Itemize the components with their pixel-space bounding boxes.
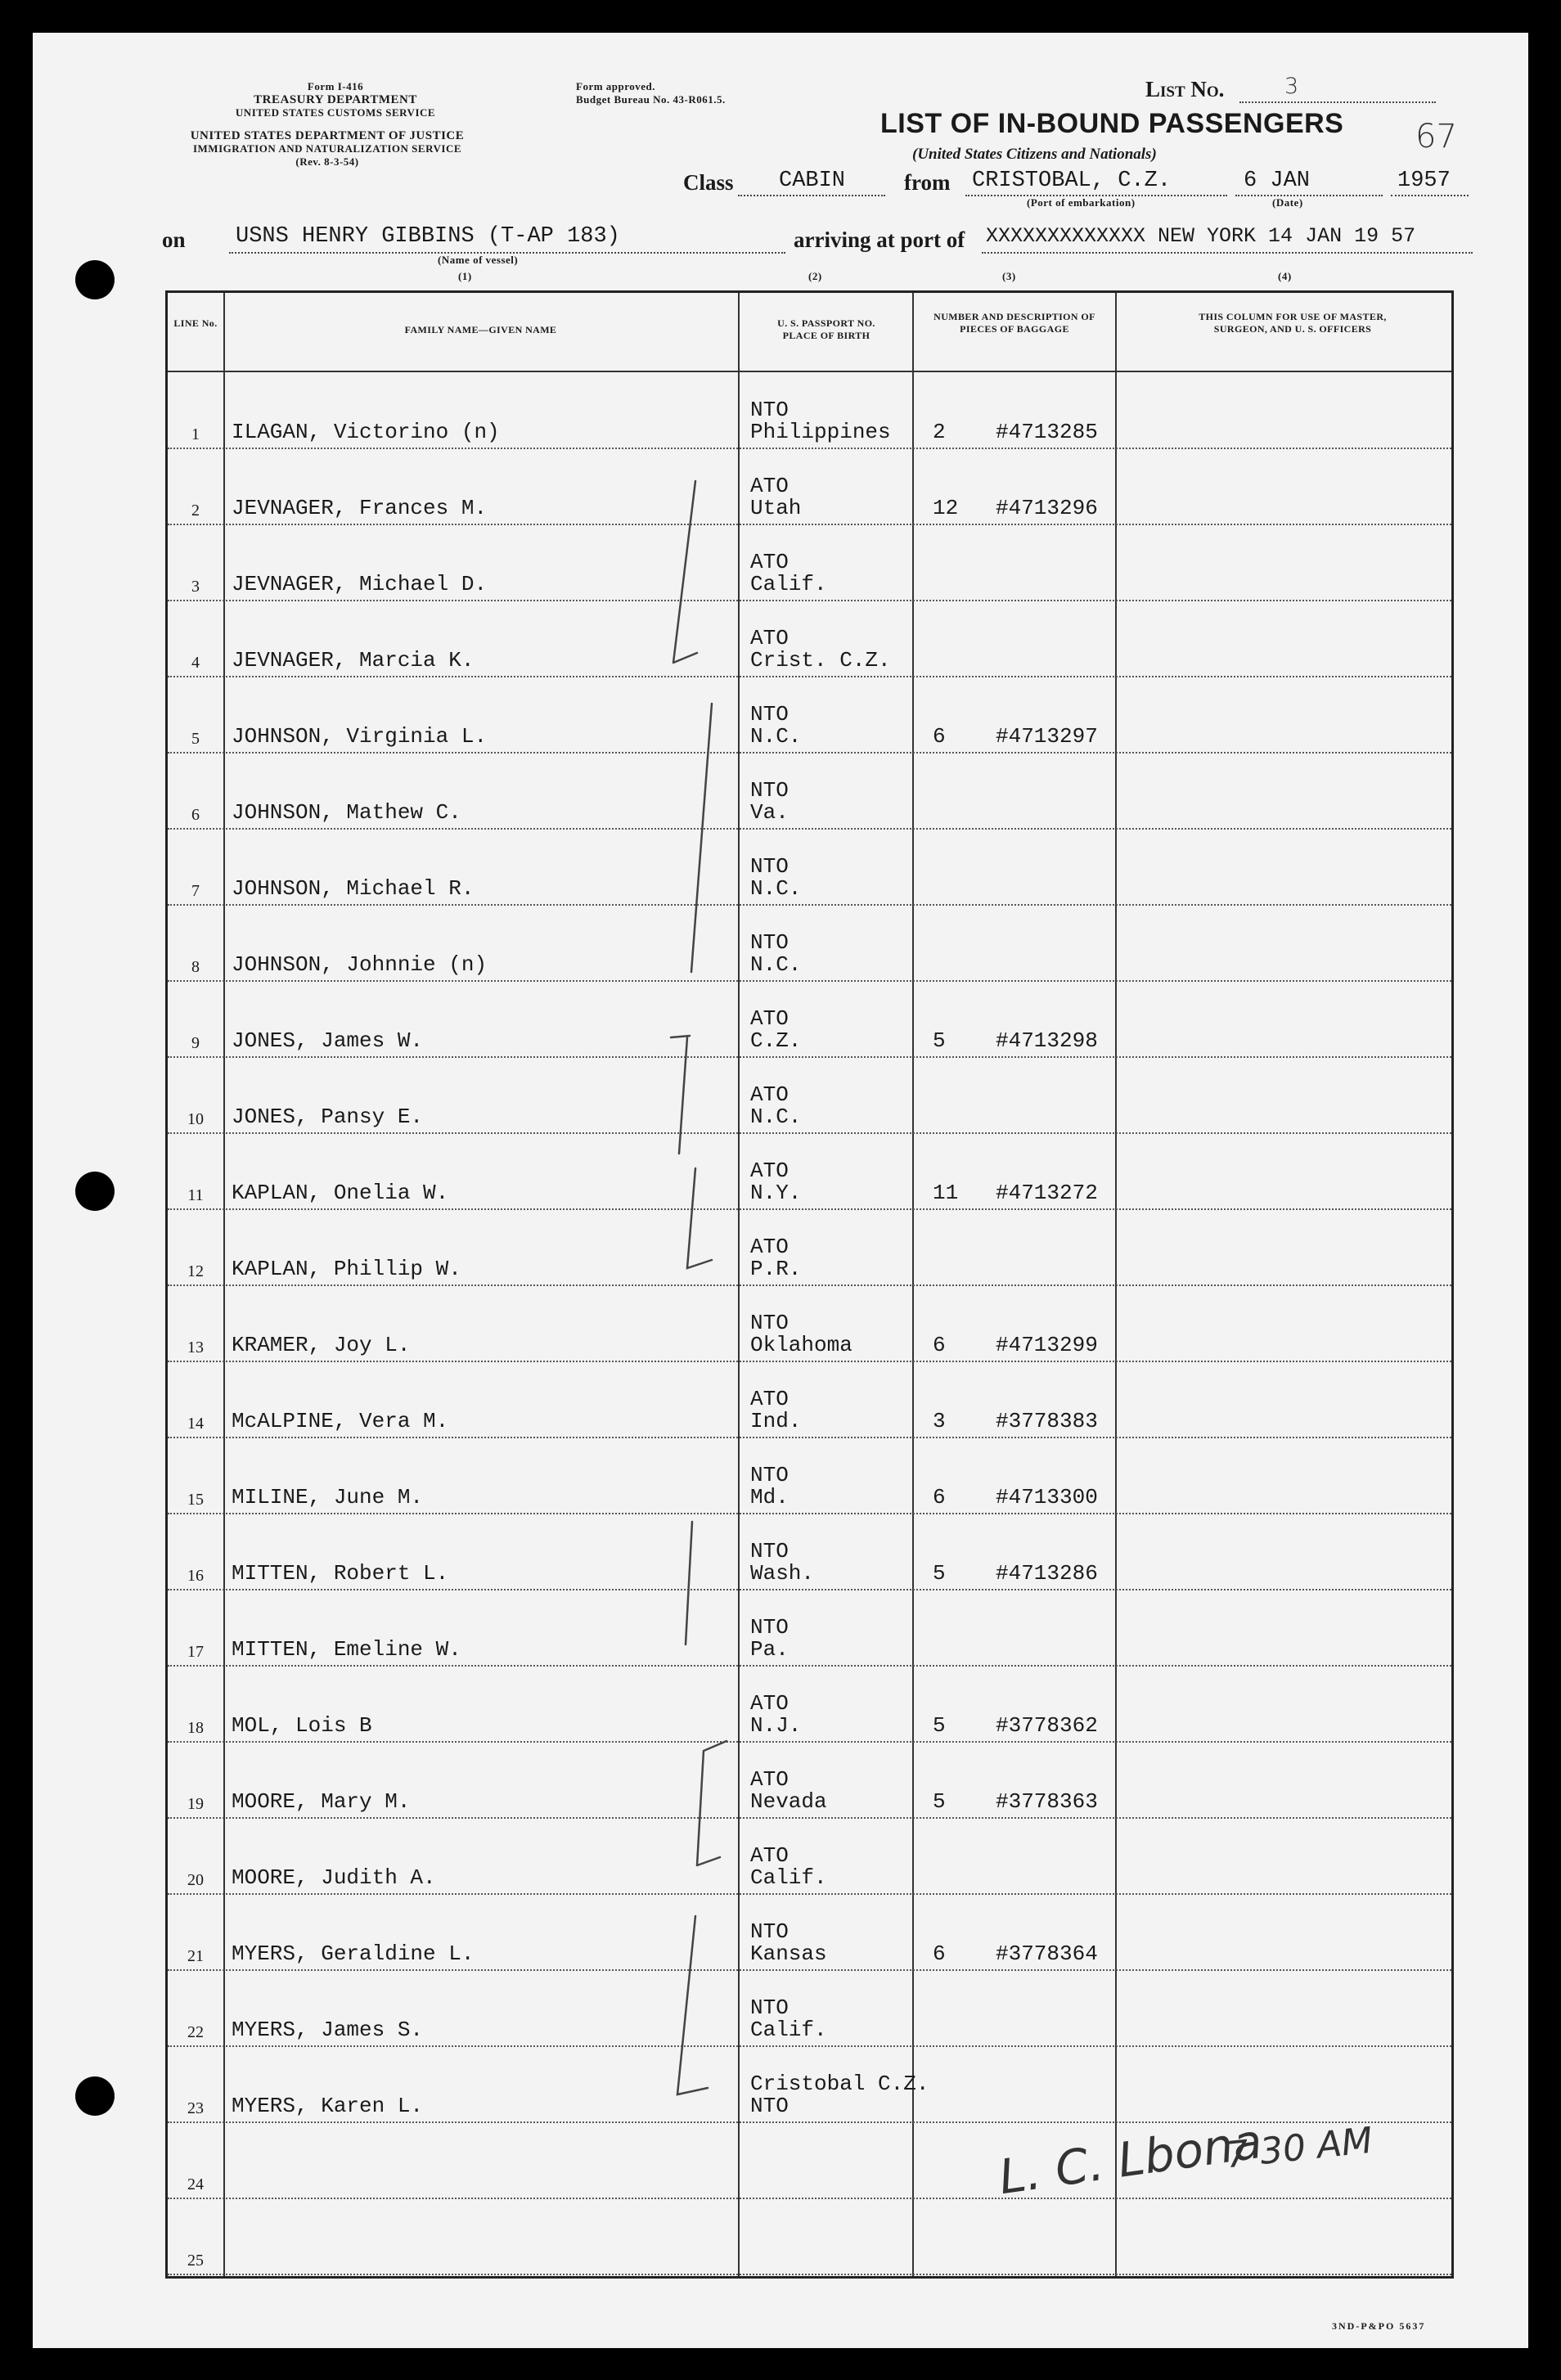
baggage-count: 5 — [933, 1789, 946, 1814]
page-number: 67 — [1415, 118, 1457, 155]
passenger-name: JONES, Pansy E. — [232, 1105, 424, 1129]
passenger-name: JEVNAGER, Frances M. — [232, 496, 488, 520]
passenger-name: MILINE, June M. — [232, 1485, 424, 1509]
line-number: 25 — [187, 2252, 204, 2270]
passport-no: ATO — [750, 1767, 789, 1792]
line-number: 2 — [191, 502, 200, 520]
line-number: 3 — [191, 578, 200, 596]
place-of-birth: N.J. — [750, 1713, 802, 1738]
place-of-birth: Calif. — [750, 1865, 827, 1890]
place-of-birth: Pa. — [750, 1637, 789, 1662]
passport-no: NTO — [750, 398, 789, 422]
passport-no: NTO — [750, 1919, 789, 1944]
baggage-count: 5 — [933, 1561, 946, 1586]
line-number: 6 — [191, 806, 200, 824]
passport-no: ATO — [750, 1082, 789, 1107]
passenger-name: JOHNSON, Mathew C. — [232, 800, 461, 825]
page-title: LIST OF IN-BOUND PASSENGERS — [880, 108, 1344, 139]
list-no-value: 3 — [1284, 74, 1299, 99]
baggage-count: 12 — [933, 496, 959, 520]
table-row — [168, 2047, 1451, 2123]
from-value: CRISTOBAL, C.Z. — [972, 169, 1172, 193]
line-number: 13 — [187, 1338, 204, 1356]
line-number: 23 — [187, 2099, 204, 2117]
passport-no: NTO — [750, 1463, 789, 1487]
vessel-value: USNS HENRY GIBBINS (T-AP 183) — [236, 224, 620, 249]
passport-no: ATO — [750, 474, 789, 498]
page-subtitle: (United States Citizens and Nationals) — [912, 146, 1157, 163]
line-number: 24 — [187, 2175, 204, 2193]
table-row — [168, 1134, 1451, 1210]
table-row — [168, 830, 1451, 906]
punch-hole-bottom — [75, 2076, 115, 2116]
class-label: Class — [683, 170, 734, 195]
baggage-number: #4713296 — [996, 496, 1098, 520]
signature: L. C. Lbona — [995, 2112, 1266, 2206]
line-number: 5 — [191, 730, 200, 748]
line-number: 9 — [191, 1034, 200, 1052]
passenger-name: McALPINE, Vera M. — [232, 1409, 449, 1433]
passport-no: Cristobal C.Z. — [750, 2072, 929, 2096]
passport-no: NTO — [750, 1311, 789, 1335]
table-row — [168, 754, 1451, 830]
line-number: 10 — [187, 1110, 204, 1128]
on-label: on — [162, 227, 186, 252]
port-caption: (Port of embarkation) — [1027, 196, 1136, 209]
arrival-value: XXXXXXXXXXXXX NEW YORK 14 JAN 19 57 — [986, 224, 1416, 248]
header-baggage: NUMBER AND DESCRIPTION OF PIECES OF BAGGAGE — [933, 311, 1095, 335]
passport-no: ATO — [750, 1843, 789, 1868]
place-of-birth: Nevada — [750, 1789, 827, 1814]
passenger-name: MITTEN, Robert L. — [232, 1561, 449, 1586]
passenger-name: MOORE, Judith A. — [232, 1865, 436, 1890]
baggage-number: #4713286 — [996, 1561, 1098, 1586]
line-number: 19 — [187, 1795, 204, 1813]
table-row — [168, 1438, 1451, 1514]
place-of-birth: Md. — [750, 1485, 789, 1509]
passenger-name: JEVNAGER, Marcia K. — [232, 648, 475, 673]
table-row — [168, 1895, 1451, 1971]
col-num-4: (4) — [1278, 270, 1292, 282]
passport-no: ATO — [750, 626, 789, 650]
time-note: 7 30 AM — [1223, 2119, 1375, 2177]
passport-no: ATO — [750, 1691, 789, 1716]
baggage-count: 6 — [933, 1941, 946, 1966]
passport-no: ATO — [750, 1159, 789, 1183]
place-of-birth: P.R. — [750, 1257, 802, 1281]
place-of-birth: C.Z. — [750, 1028, 802, 1053]
place-of-birth: Wash. — [750, 1561, 815, 1586]
passenger-name: MYERS, Geraldine L. — [232, 1941, 475, 1966]
header-name: FAMILY NAME—GIVEN NAME — [404, 324, 557, 335]
place-of-birth: Ind. — [750, 1409, 802, 1433]
col-num-3: (3) — [1002, 270, 1016, 282]
baggage-number: #3778364 — [996, 1941, 1098, 1966]
line-number: 1 — [191, 425, 200, 443]
passenger-name: KAPLAN, Onelia W. — [232, 1181, 449, 1205]
place-of-birth: Calif. — [750, 572, 827, 596]
passenger-name: MITTEN, Emeline W. — [232, 1637, 461, 1662]
line-number: 16 — [187, 1567, 204, 1585]
place-of-birth: Kansas — [750, 1941, 827, 1966]
baggage-count: 5 — [933, 1713, 946, 1738]
passenger-name: MOL, Lois B — [232, 1713, 372, 1738]
place-of-birth: N.C. — [750, 724, 802, 749]
passenger-name: JOHNSON, Virginia L. — [232, 724, 488, 749]
table-row — [168, 1210, 1451, 1286]
baggage-number: #3778363 — [996, 1789, 1098, 1814]
line-number: 21 — [187, 1947, 204, 1965]
line-number: 12 — [187, 1262, 204, 1280]
class-value: CABIN — [779, 169, 846, 193]
baggage-number: #4713297 — [996, 724, 1098, 749]
passport-no: ATO — [750, 550, 789, 574]
passport-no: NTO — [750, 1995, 789, 2020]
line-number: 11 — [187, 1186, 204, 1204]
passenger-name: ILAGAN, Victorino (n) — [232, 420, 500, 444]
table-row — [168, 677, 1451, 754]
table-row — [168, 1667, 1451, 1743]
place-of-birth: N.Y. — [750, 1181, 802, 1205]
place-of-birth: N.C. — [750, 952, 802, 977]
line-number: 14 — [187, 1415, 204, 1433]
passport-no: NTO — [750, 930, 789, 955]
header-officers: THIS COLUMN FOR USE OF MASTER, SURGEON, AND U. S. OFFICERS — [1199, 311, 1387, 335]
passenger-name: JONES, James W. — [232, 1028, 424, 1053]
table-row — [168, 1743, 1451, 1819]
place-of-birth: Philippines — [750, 420, 891, 444]
place-of-birth: Calif. — [750, 2018, 827, 2042]
passport-no: ATO — [750, 1006, 789, 1031]
list-no-label: List No. — [1145, 77, 1225, 101]
baggage-count: 6 — [933, 1485, 946, 1509]
date-value: 6 JAN — [1244, 169, 1311, 193]
baggage-count: 3 — [933, 1409, 946, 1433]
table-row — [168, 373, 1451, 449]
table-row — [168, 1058, 1451, 1134]
passenger-name: JOHNSON, Johnnie (n) — [232, 952, 488, 977]
manifest-page — [33, 33, 1528, 2348]
vessel-caption: (Name of vessel) — [438, 254, 519, 266]
line-number: 22 — [187, 2023, 204, 2041]
from-label: from — [904, 170, 951, 195]
footer-code: 3ND-P&PO 5637 — [1332, 2320, 1426, 2332]
table-row — [168, 1590, 1451, 1667]
line-number: 7 — [191, 882, 200, 900]
table-row — [168, 449, 1451, 525]
passenger-name: KAPLAN, Phillip W. — [232, 1257, 461, 1281]
baggage-number: #4713299 — [996, 1333, 1098, 1357]
passport-no: NTO — [750, 702, 789, 727]
passenger-name: JOHNSON, Michael R. — [232, 876, 475, 901]
line-number: 8 — [191, 958, 200, 976]
passenger-name: KRAMER, Joy L. — [232, 1333, 411, 1357]
line-number: 17 — [187, 1643, 204, 1661]
table-row — [168, 601, 1451, 677]
line-number: 15 — [187, 1491, 204, 1509]
passport-no: ATO — [750, 1235, 789, 1259]
approval-block: Form approved. Budget Bureau No. 43-R061.5. — [576, 80, 726, 106]
arriving-label: arriving at port of — [794, 227, 965, 252]
department-block: UNITED STATES DEPARTMENT OF JUSTICE IMMIGRATION AND NATURALIZATION SERVICE (Rev. 8-3-54) — [190, 129, 465, 168]
table-row — [168, 1971, 1451, 2047]
baggage-count: 5 — [933, 1028, 946, 1053]
passport-no: NTO — [750, 854, 789, 879]
baggage-count: 6 — [933, 724, 946, 749]
passenger-table — [165, 290, 1454, 2279]
place-of-birth: Crist. C.Z. — [750, 648, 891, 673]
line-number: 20 — [187, 1871, 204, 1889]
baggage-number: #4713272 — [996, 1181, 1098, 1205]
place-of-birth: Utah — [750, 496, 802, 520]
baggage-count: 6 — [933, 1333, 946, 1357]
passenger-name: MYERS, Karen L. — [232, 2094, 424, 2118]
col-num-1: (1) — [458, 270, 472, 282]
place-of-birth: N.C. — [750, 1105, 802, 1129]
place-of-birth: N.C. — [750, 876, 802, 901]
baggage-number: #4713285 — [996, 420, 1098, 444]
baggage-number: #3778362 — [996, 1713, 1098, 1738]
year-value: 1957 — [1397, 169, 1451, 193]
baggage-count: 2 — [933, 420, 946, 444]
form-block: Form I-416 TREASURY DEPARTMENT UNITED STATES CUSTOMS SERVICE — [235, 80, 436, 119]
header-line-no: LINE No. — [173, 317, 218, 329]
line-number: 18 — [187, 1719, 204, 1737]
table-row — [168, 2199, 1451, 2275]
table-row — [168, 525, 1451, 601]
passport-no: NTO — [750, 778, 789, 803]
table-row — [168, 1362, 1451, 1438]
passport-no: NTO — [750, 1539, 789, 1563]
baggage-number: #4713300 — [996, 1485, 1098, 1509]
table-row — [168, 1286, 1451, 1362]
passport-no: ATO — [750, 1387, 789, 1411]
punch-hole-top — [75, 260, 115, 299]
table-row — [168, 1514, 1451, 1590]
baggage-count: 11 — [933, 1181, 959, 1205]
baggage-number: #3778383 — [996, 1409, 1098, 1433]
place-of-birth: Va. — [750, 800, 789, 825]
header-passport: U. S. PASSPORT NO. PLACE OF BIRTH — [777, 317, 875, 341]
table-row — [168, 906, 1451, 982]
table-row — [168, 1819, 1451, 1895]
passenger-name: MOORE, Mary M. — [232, 1789, 411, 1814]
line-number: 4 — [191, 654, 200, 672]
baggage-number: #4713298 — [996, 1028, 1098, 1053]
passport-no: NTO — [750, 1615, 789, 1640]
place-of-birth: Oklahoma — [750, 1333, 852, 1357]
passenger-name: JEVNAGER, Michael D. — [232, 572, 488, 596]
passenger-name: MYERS, James S. — [232, 2018, 424, 2042]
punch-hole-middle — [75, 1172, 115, 1211]
date-caption: (Date) — [1272, 196, 1303, 209]
place-of-birth: NTO — [750, 2094, 789, 2118]
col-num-2: (2) — [808, 270, 822, 282]
table-row — [168, 982, 1451, 1058]
